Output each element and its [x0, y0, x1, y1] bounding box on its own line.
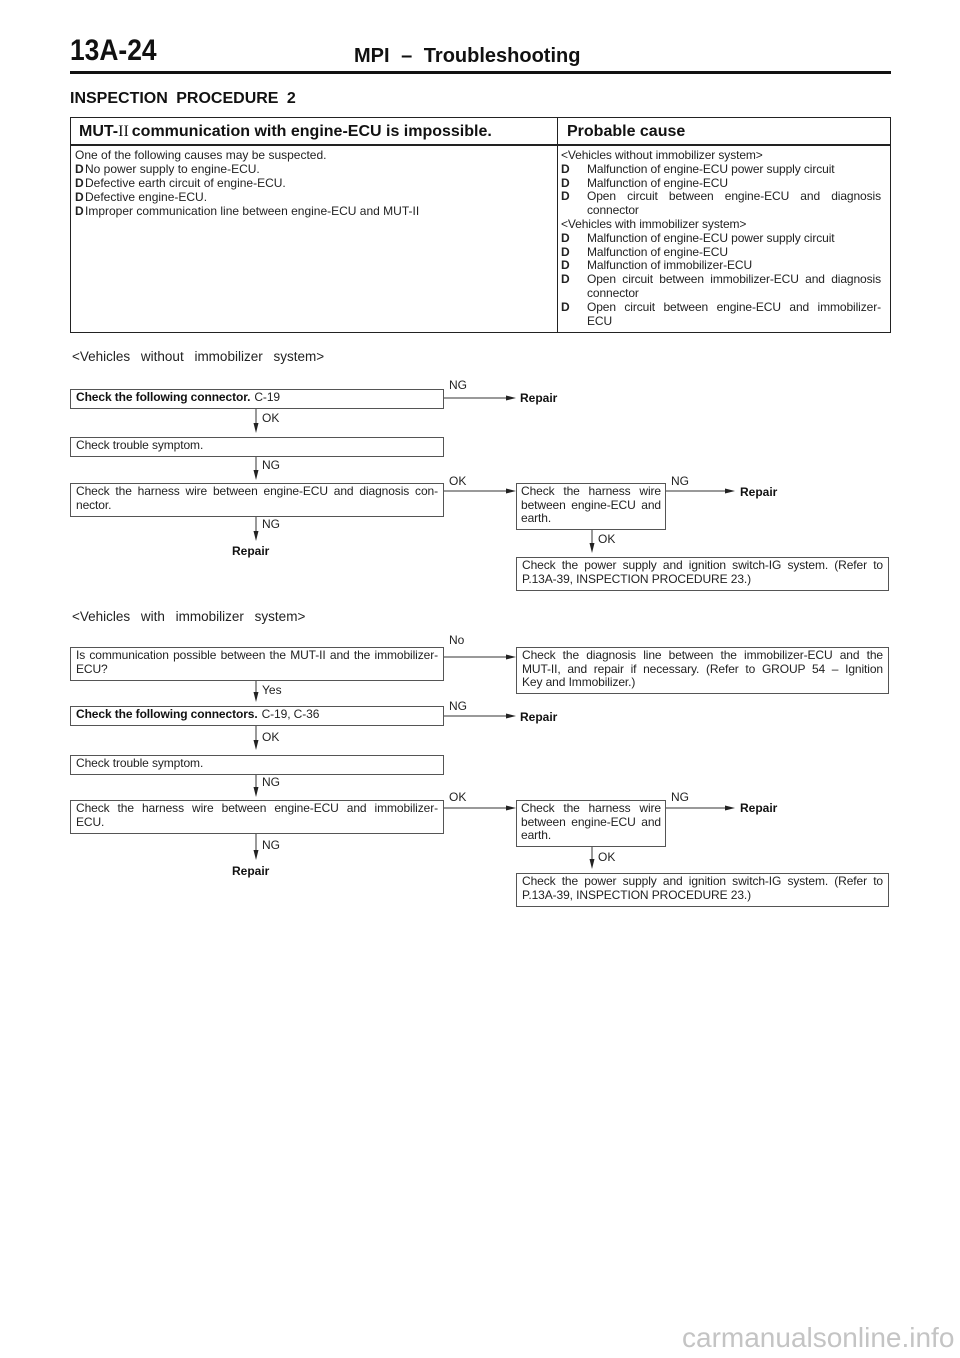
result-repair: Repair [520, 710, 558, 724]
page-number: 13A-24 [70, 34, 157, 67]
branch-label-ok: OK [598, 532, 616, 546]
step-instruction: Check trouble symptom. [76, 438, 204, 452]
step-instruction-line: Check the harness wire [521, 801, 661, 815]
step-instruction-line: Is communication possible between the MUT-II and the immobilizer- [76, 648, 438, 662]
arrow-right [443, 655, 516, 660]
flow-step-check-harness-immobilizer [70, 800, 444, 834]
cause-item-text: connector [587, 203, 639, 218]
arrow-down [590, 529, 595, 553]
flow-without-immobilizer-heading: <Vehicles without immobilizer system> [72, 349, 325, 364]
flow-step-communication-question [70, 647, 444, 681]
arrow-right [443, 489, 516, 494]
cause-item-text: Malfunction of immobilizer-ECU [587, 258, 753, 273]
arrow-down [254, 774, 259, 797]
cause-item-text: connector [587, 285, 639, 300]
arrow-down [254, 408, 259, 433]
flow-step-check-symptom [70, 437, 444, 457]
watermark: carmanualsonline.info [682, 1322, 955, 1353]
bullet: D [75, 161, 84, 176]
flow-step-check-symptom [70, 755, 444, 775]
cause-item-text: Malfunction of engine-ECU [587, 175, 728, 190]
step-instruction-line: Check the diagnosis line between the immobilizer-ECU and the [522, 648, 883, 662]
arrow-down [254, 833, 259, 860]
cause-item-text: Malfunction of engine-ECU [587, 244, 728, 259]
step-instruction-line: Check the harness wire [521, 484, 661, 498]
procedure-title: INSPECTION PROCEDURE 2 [70, 90, 296, 107]
branch-label-ng: NG [449, 699, 467, 713]
bullet: D [561, 272, 570, 287]
section-title: MPI – Troubleshooting [354, 45, 581, 67]
step-instruction-line: nector. [76, 497, 112, 512]
arrow-right [443, 806, 516, 811]
arrow-right [443, 396, 516, 401]
flow-with-immobilizer-heading: <Vehicles with immobilizer system> [72, 609, 306, 624]
branch-label-ng: NG [262, 458, 280, 472]
cause-item-text: Open circuit between immobilizer-ECU and diagnosis [587, 272, 881, 287]
flow-step-check-harness-diagnosis [70, 483, 444, 517]
flow-step-check-power-supply [516, 873, 889, 907]
branch-label-ok: OK [449, 474, 467, 488]
cause-item-text: Malfunction of engine-ECU power supply circuit [587, 230, 835, 245]
step-instruction-line: between engine-ECU and [521, 497, 661, 512]
branch-label-ng: NG [671, 474, 689, 488]
step-instruction-line: MUT-II, and repair if necessary. (Refer to GROUP 54 – Ignition [522, 661, 883, 676]
arrow-down [254, 516, 259, 541]
symptom-item-text: Improper communication line between engine-ECU and MUT-II [85, 203, 420, 218]
branch-label-no: No [449, 633, 465, 647]
branch-label-ok: OK [449, 790, 467, 804]
bullet: D [561, 244, 570, 259]
cause-item-text: ECU [587, 313, 613, 328]
bullet: D [75, 203, 84, 218]
arrow-down [590, 846, 595, 869]
result-repair: Repair [740, 485, 778, 499]
bullet: D [75, 175, 84, 190]
step-instruction: Check the following connectors. [76, 707, 258, 721]
flow-step-check-diagnosis-line [516, 647, 889, 694]
result-repair: Repair [232, 864, 270, 878]
step-instruction-line: P.13A-39, INSPECTION PROCEDURE 23.) [522, 887, 752, 902]
cause-group-heading: <Vehicles without immobilizer system> [561, 148, 763, 162]
flow-step-check-harness-earth [516, 800, 666, 847]
symptom-heading-roman: II [118, 123, 129, 140]
result-repair: Repair [740, 801, 778, 815]
bullet: D [561, 175, 570, 190]
flow-step-check-harness-earth [516, 483, 666, 530]
flow-step-check-power-supply [516, 557, 889, 591]
branch-label-ng: NG [262, 517, 280, 531]
step-instruction-line: ECU? [76, 661, 108, 676]
branch-label-ng: NG [262, 838, 280, 852]
bullet: D [75, 189, 84, 204]
symptom-heading-prefix: MUT- [79, 123, 119, 140]
step-instruction-line: P.13A-39, INSPECTION PROCEDURE 23.) [522, 571, 752, 586]
branch-label-ok: OK [262, 730, 280, 744]
flow-step-check-connector [70, 389, 444, 409]
cause-item-text: Malfunction of engine-ECU power supply circuit [587, 161, 835, 176]
step-instruction-line: earth. [521, 511, 552, 526]
branch-label-ok: OK [262, 411, 280, 425]
step-instruction-line: Key and Immobilizer.) [522, 675, 636, 690]
step-instruction-line: Check the power supply and ignition switch-IG system. (Refer to [522, 874, 883, 888]
result-repair: Repair [520, 391, 558, 405]
connector-ref: C-19 [254, 390, 280, 404]
step-instruction-line: earth. [521, 828, 552, 843]
branch-label-ng: NG [449, 378, 467, 392]
branch-label-ng: NG [671, 790, 689, 804]
symptom-intro: One of the following causes may be suspected. [75, 148, 327, 162]
bullet: D [561, 258, 570, 273]
arrow-down [254, 456, 259, 480]
symptom-heading-text: communication with engine-ECU is impossible. [131, 123, 492, 140]
result-repair: Repair [232, 544, 270, 558]
symptom-item-text: Defective earth circuit of engine-ECU. [85, 175, 286, 190]
branch-label-ok: OK [598, 850, 616, 864]
branch-label-ng: NG [262, 775, 280, 789]
symptom-item-text: Defective engine-ECU. [85, 189, 208, 204]
arrow-down [254, 680, 259, 702]
step-instruction-line: Check the harness wire between engine-ECU and immobilizer- [76, 801, 438, 815]
arrow-right [665, 806, 735, 811]
step-instruction: Check the following connector. [76, 390, 251, 404]
cause-item-text: Open circuit between engine-ECU and immobilizer- [587, 299, 881, 314]
symptom-item-text: No power supply to engine-ECU. [85, 161, 260, 176]
bullet: D [561, 299, 570, 314]
step-instruction: Check trouble symptom. [76, 756, 204, 770]
arrow-right [443, 714, 516, 719]
bullet: D [561, 189, 570, 204]
arrow-right [665, 489, 735, 494]
cause-group-heading: <Vehicles with immobilizer system> [561, 216, 747, 231]
bullet: D [561, 230, 570, 245]
bullet: D [561, 161, 570, 176]
flow-step-check-connectors [70, 706, 444, 726]
step-instruction-line: Check the power supply and ignition switch-IG system. (Refer to [522, 558, 883, 572]
cause-heading: Probable cause [567, 123, 686, 140]
cause-item-text: Open circuit between engine-ECU and diagnosis [587, 189, 881, 204]
connector-ref: C-19, C-36 [261, 707, 320, 721]
branch-label-yes: Yes [262, 683, 282, 697]
arrow-down [254, 725, 259, 750]
step-instruction-line: between engine-ECU and [521, 814, 661, 829]
step-instruction-line: ECU. [76, 814, 105, 829]
step-instruction-line: Check the harness wire between engine-ECU and diagnosis con- [76, 484, 438, 498]
